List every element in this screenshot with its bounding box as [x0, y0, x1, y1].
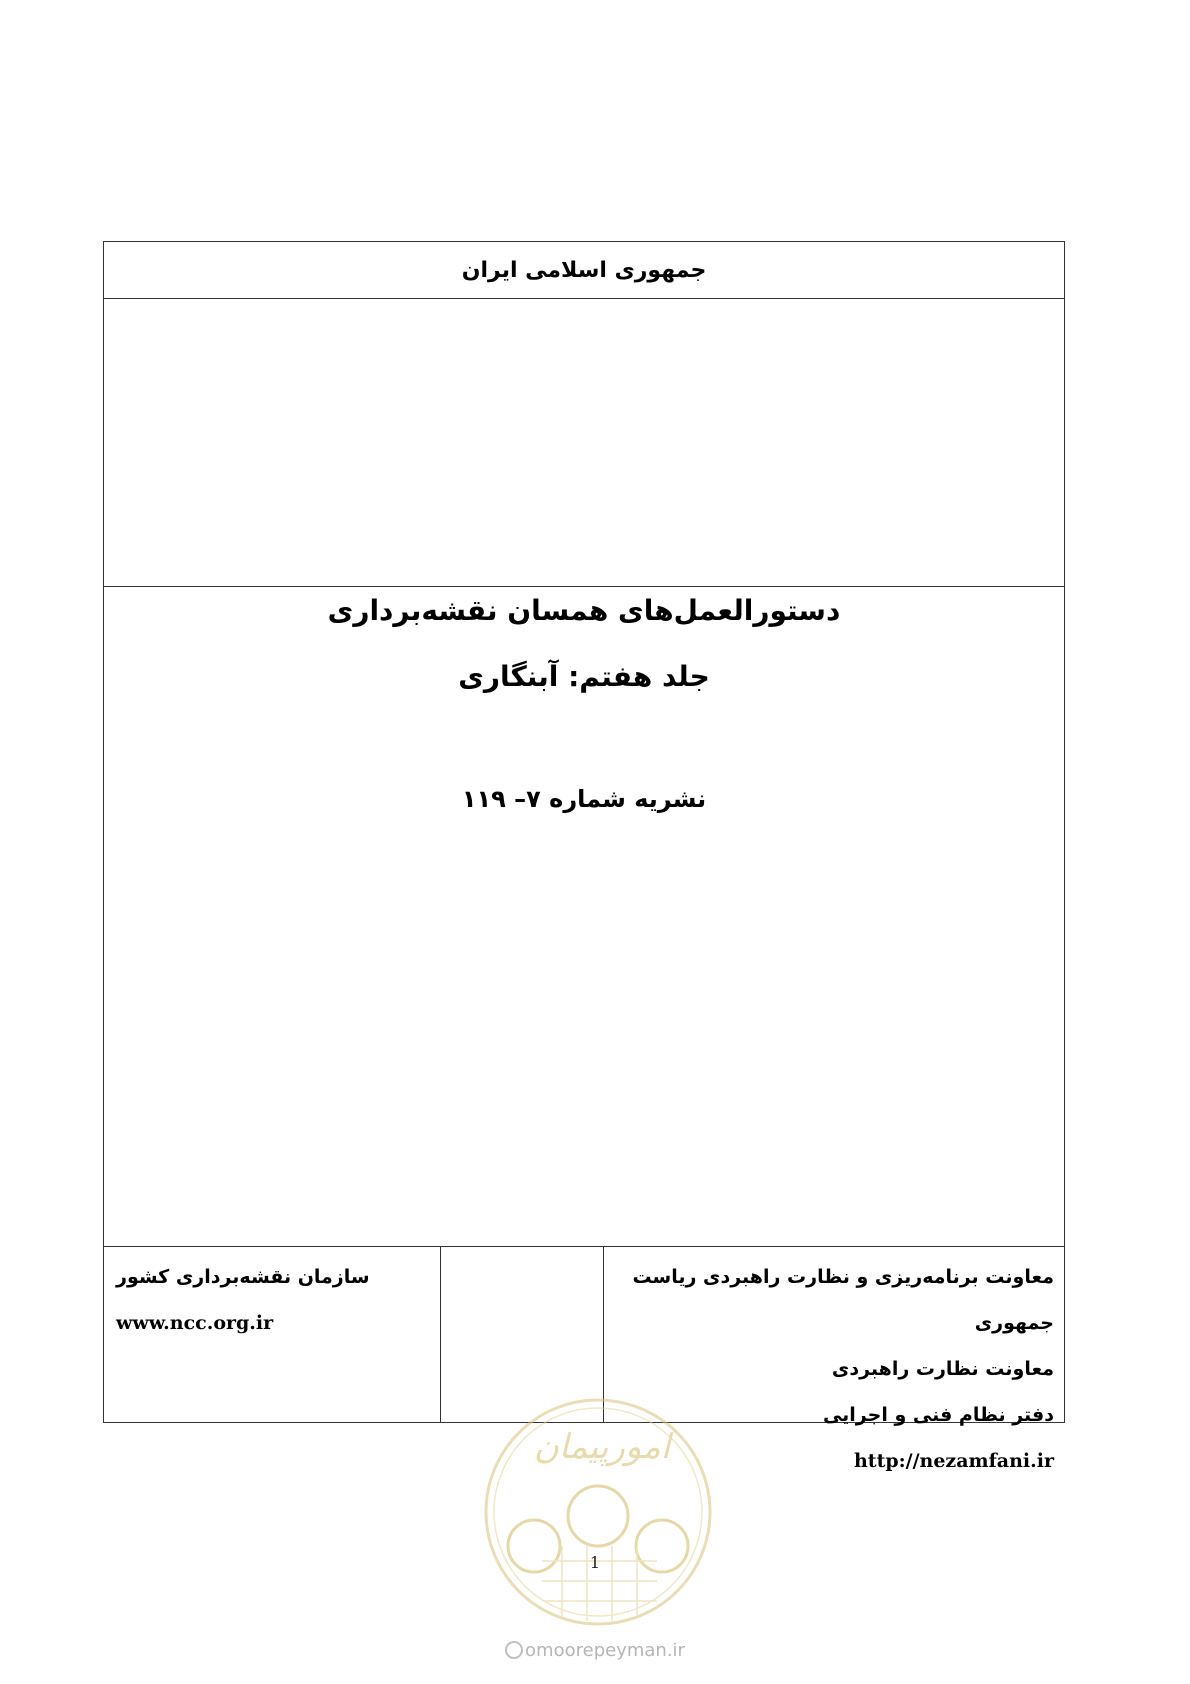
footer-divider-left [440, 1246, 441, 1422]
ncc-link[interactable]: www.ncc.org.ir [116, 1312, 274, 1334]
watermark-logo [482, 1396, 714, 1628]
footer-right-line3: دفتر نظام فنی و اجرایی [822, 1404, 1054, 1426]
publication-number: نشریه شماره ۷– ۱۱۹ [461, 785, 707, 813]
globe-icon [505, 1641, 523, 1659]
footer-right-line1: معاونت برنامه‌ریزی و نظارت راهبردی ریاست جمهوری [632, 1266, 1054, 1334]
country-title: جمهوری اسلامی ایران [461, 257, 707, 283]
watermark-logo-text: امورپیمان [533, 1427, 671, 1467]
volume-title: جلد هفتم: آبنگاری [458, 660, 710, 693]
footer-left-block [116, 1254, 426, 1346]
divider-title [104, 586, 1064, 587]
nezamfani-link[interactable]: http://nezamfani.ir [853, 1450, 1054, 1472]
footer-left-org: سازمان نقشه‌برداری کشور [116, 1266, 370, 1288]
watermark-site [0, 1640, 1190, 1661]
footer-right-line2: معاونت نظارت راهبردی [831, 1358, 1054, 1380]
page-number: 1 [589, 1553, 601, 1572]
document-title: دستورالعمل‌های همسان نقشه‌برداری [327, 594, 841, 627]
divider-header [104, 298, 1064, 299]
watermark-site-text: omoorepeyman.ir [525, 1640, 685, 1661]
